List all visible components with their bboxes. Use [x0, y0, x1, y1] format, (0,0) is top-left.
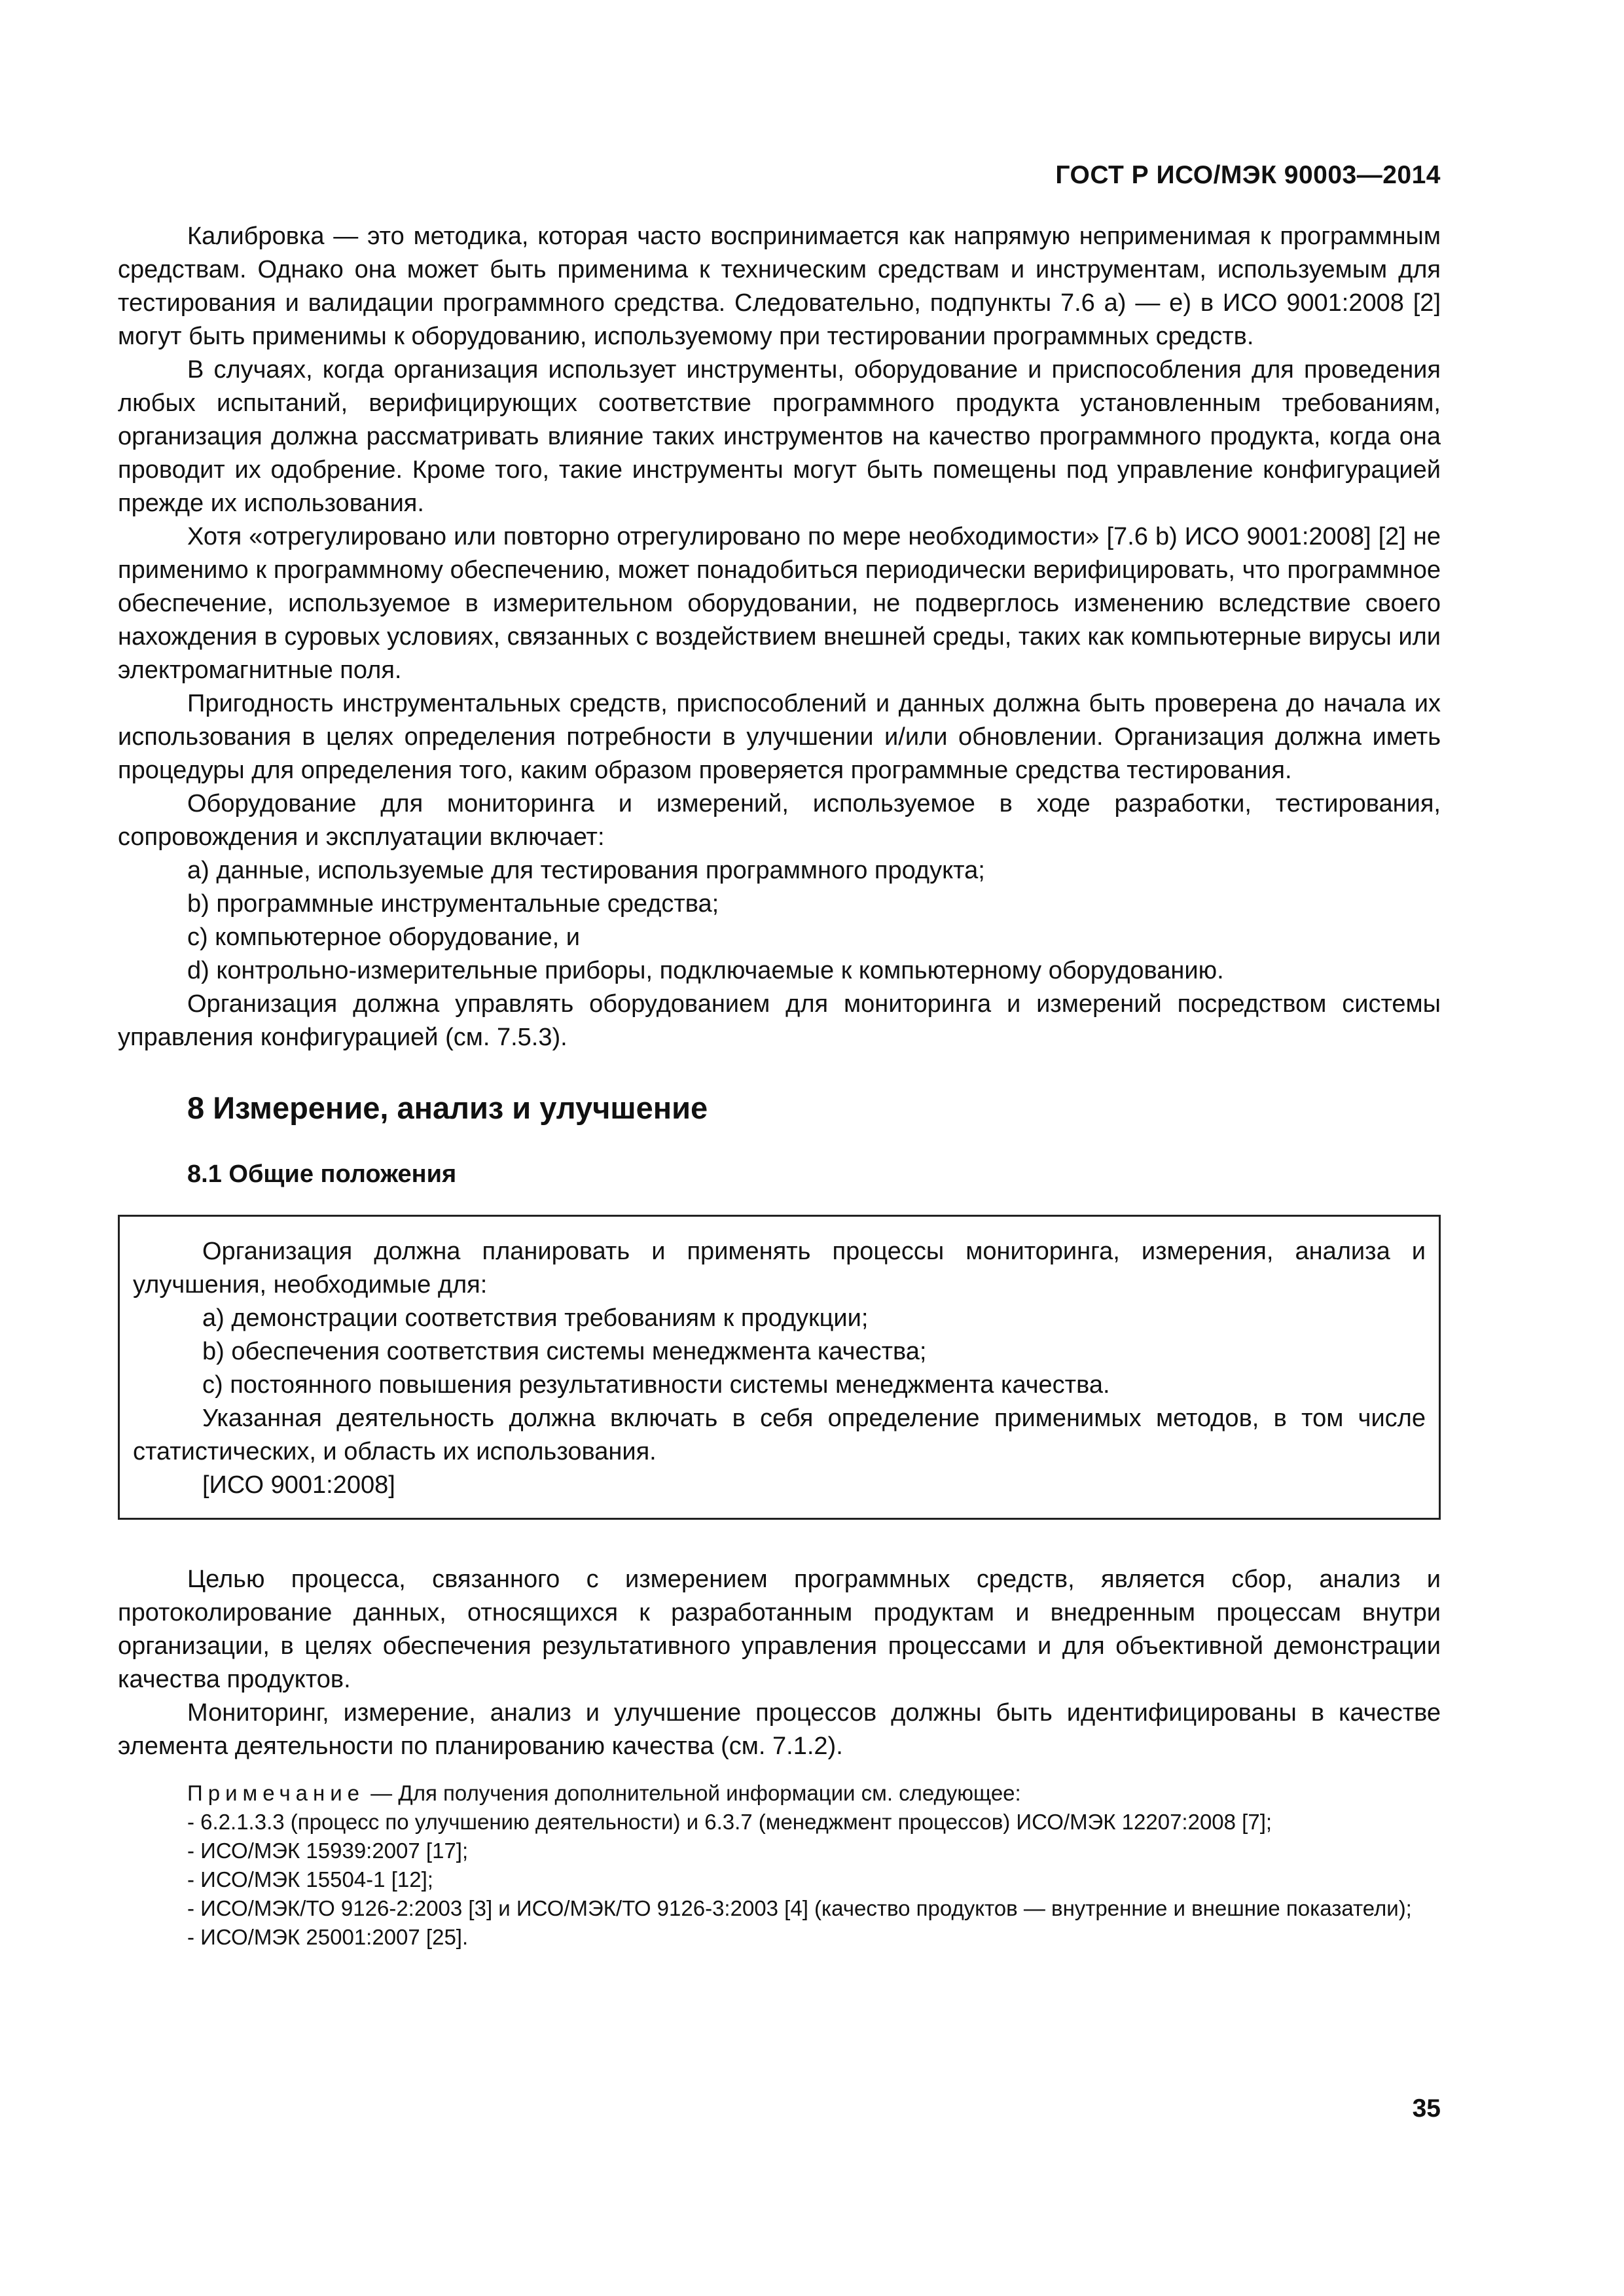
paragraph-suitability: Пригодность инструментальных средств, приспособлений и данных должна быть проверена до начала их использования в целях определения потребности в улучшении и/или обновлении. Организация должна иметь процедуры для определения того, каким образом проверяется программные средства тестирования. — [118, 690, 1441, 784]
list-item: с) компьютерное оборудование, и — [187, 924, 580, 951]
quote-tail: Указанная деятельность должна включать в себя определение применимых методов, в том числе статистических, и область их использования. — [133, 1405, 1426, 1465]
quote-list-item: с) постоянного повышения результативности системы менеджмента качества. — [202, 1371, 1110, 1399]
after-box-section — [118, 1563, 1441, 1763]
note-item: - ИСО/МЭК 25001:2007 [25]. — [187, 1925, 469, 1949]
paragraph-calibration: Калибровка — это методика, которая часто воспринимается как напрямую неприменимая к программным средствам. Однако она может быть применима к техническим средствам и инструментам, используемым для тестирования и валидации программного средства. Следовательно, подпункты 7.6 а) — е) в ИСО 9001:2008 [2] могут быть применимы к оборудованию, используемому при тестировании программных средств. — [118, 223, 1441, 350]
list-item: b) программные инструментальные средства; — [187, 890, 719, 918]
paragraph-measurement-purpose: Целью процесса, связанного с измерением программных средств, является сбор, анализ и протоколирование данных, относящихся к разработанным продуктам и внедренным процессам внутри организации, в целях обеспечения результативного управления процессами и для объективной демонстрации качества продуктов. — [118, 1566, 1441, 1693]
note-item: - 6.2.1.3.3 (процесс по улучшению деятельности) и 6.3.7 (менеджмент процессов) ИСО/МЭК 12207:2008 [7]; — [187, 1810, 1272, 1834]
note-item: - ИСО/МЭК/ТО 9126-2:2003 [3] и ИСО/МЭК/ТО 9126-3:2003 [4] (качество продуктов — внутренние и внешние показатели); — [187, 1896, 1412, 1920]
note-text: — Для получения дополнительной информации см. следующее: — [365, 1781, 1021, 1805]
page-number: 35 — [1412, 2094, 1441, 2123]
paragraph-closing: Организация должна управлять оборудованием для мониторинга и измерений посредством системы управления конфигурацией (см. 7.5.3). — [118, 990, 1441, 1051]
quote-intro: Организация должна планировать и применять процессы мониторинга, измерения, анализа и улучшения, необходимые для: — [133, 1238, 1426, 1299]
page-content — [118, 220, 1441, 1952]
paragraph-tools: В случаях, когда организация использует инструменты, оборудование и приспособления для проведения любых испытаний, верифицирующих соответствие программного продукта установленным требованиям, организация должна рассматривать влияние таких инструментов на качество программного продукта, когда она проводит их одобрение. Кроме того, такие инструменты могут быть помещены под управление конфигурацией прежде их использования. — [118, 356, 1441, 517]
list-item: d) контрольно-измерительные приборы, подключаемые к компьютерному оборудованию. — [187, 957, 1224, 984]
note-label: Примечание — [187, 1781, 365, 1805]
quote-box — [118, 1215, 1441, 1520]
quote-list-item: а) демонстрации соответствия требованиям к продукции; — [202, 1304, 869, 1332]
note-item: - ИСО/МЭК 15939:2007 [17]; — [187, 1839, 469, 1863]
document-header: ГОСТ Р ИСО/МЭК 90003—2014 — [1055, 161, 1441, 189]
quote-source: [ИСО 9001:2008] — [202, 1471, 395, 1499]
quote-list-item: b) обеспечения соответствия системы менеджмента качества; — [202, 1338, 927, 1365]
note-block — [118, 1779, 1441, 1952]
paragraph-equipment-intro: Оборудование для мониторинга и измерений, используемое в ходе разработки, тестирования, сопровождения и эксплуатации включает: — [118, 790, 1441, 851]
paragraph-adjustment: Хотя «отрегулировано или повторно отрегулировано по мере необходимости» [7.6 b) ИСО 9001:2008] [2] не применимо к программному обеспечению, может понадобиться периодически верифицировать, что программное обеспечение, используемое в измерительном оборудовании, не подверглось изменению вследствие своего нахождения в суровых условиях, связанных с воздействием внешней среды, таких как компьютерные вирусы или электромагнитные поля. — [118, 523, 1441, 684]
note-heading — [118, 1779, 1441, 1808]
section-title: 8 Измерение, анализ и улучшение — [187, 1090, 708, 1125]
paragraph-monitoring: Мониторинг, измерение, анализ и улучшение процессов должны быть идентифицированы в качестве элемента деятельности по планированию качества (см. 7.1.2). — [118, 1699, 1441, 1760]
list-item: а) данные, используемые для тестирования программного продукта; — [187, 857, 985, 884]
note-item: - ИСО/МЭК 15504-1 [12]; — [187, 1867, 433, 1892]
subsection-title: 8.1 Общие положения — [187, 1160, 457, 1188]
